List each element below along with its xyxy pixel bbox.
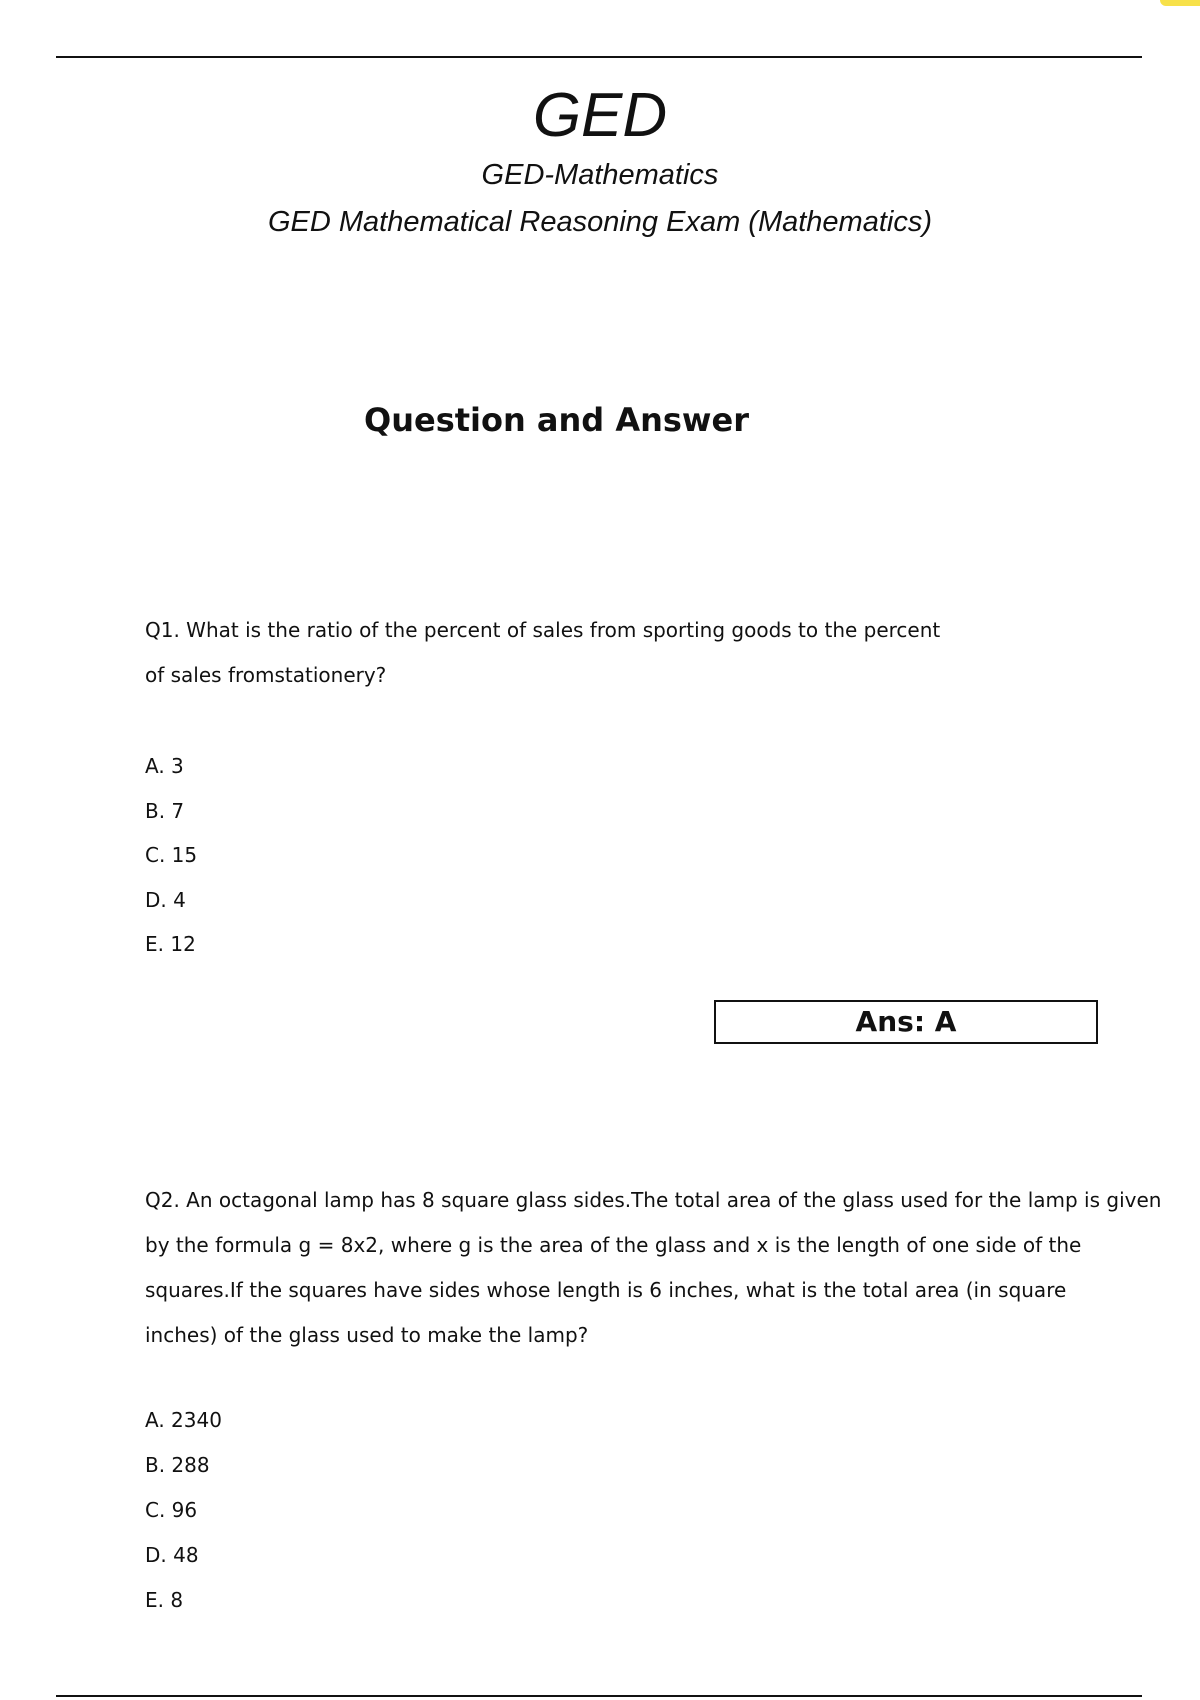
question-2-option-e: E. 8 <box>145 1588 184 1612</box>
question-2-text <box>145 1178 1161 1358</box>
section-title: Question and Answer <box>364 401 749 439</box>
top-rule <box>56 56 1142 58</box>
question-1-line-2: of sales fromstationery? <box>145 663 387 687</box>
question-2-option-b: B. 288 <box>145 1453 210 1477</box>
question-1-line-1: Q1. What is the ratio of the percent of sales from sporting goods to the percent <box>145 618 941 642</box>
question-1-option-a: A. 3 <box>145 754 184 778</box>
document-title: GED <box>532 81 668 150</box>
question-2-line-3: squares.If the squares have sides whose length is 6 inches, what is the total area (in square <box>145 1278 1067 1302</box>
bottom-rule <box>56 1695 1142 1697</box>
question-2-line-1: Q2. An octagonal lamp has 8 square glass sides.The total area of the glass used for the lamp is given <box>145 1188 1162 1212</box>
question-1-options <box>145 751 197 974</box>
corner-highlight-mark <box>1160 0 1200 6</box>
question-2-option-c: C. 96 <box>145 1498 198 1522</box>
exam-name: GED Mathematical Reasoning Exam (Mathematics) <box>267 206 932 238</box>
question-2-option-d: D. 48 <box>145 1543 199 1567</box>
question-2-line-4: inches) of the glass used to make the lamp? <box>145 1323 589 1347</box>
question-1-option-c: C. 15 <box>145 843 198 867</box>
question-2-options <box>145 1405 222 1630</box>
question-1-answer-box: Ans: A <box>714 1000 1098 1044</box>
question-2-option-a: A. 2340 <box>145 1408 222 1432</box>
document-subtitle: GED-Mathematics <box>481 159 719 191</box>
question-1-text <box>145 608 940 698</box>
question-2-line-2: by the formula g = 8x2, where g is the area of the glass and x is the length of one side of the <box>145 1233 1082 1257</box>
question-1-option-d: D. 4 <box>145 887 186 912</box>
question-1-option-b: B. 7 <box>145 798 185 823</box>
question-1-option-e: E. 12 <box>145 932 196 956</box>
